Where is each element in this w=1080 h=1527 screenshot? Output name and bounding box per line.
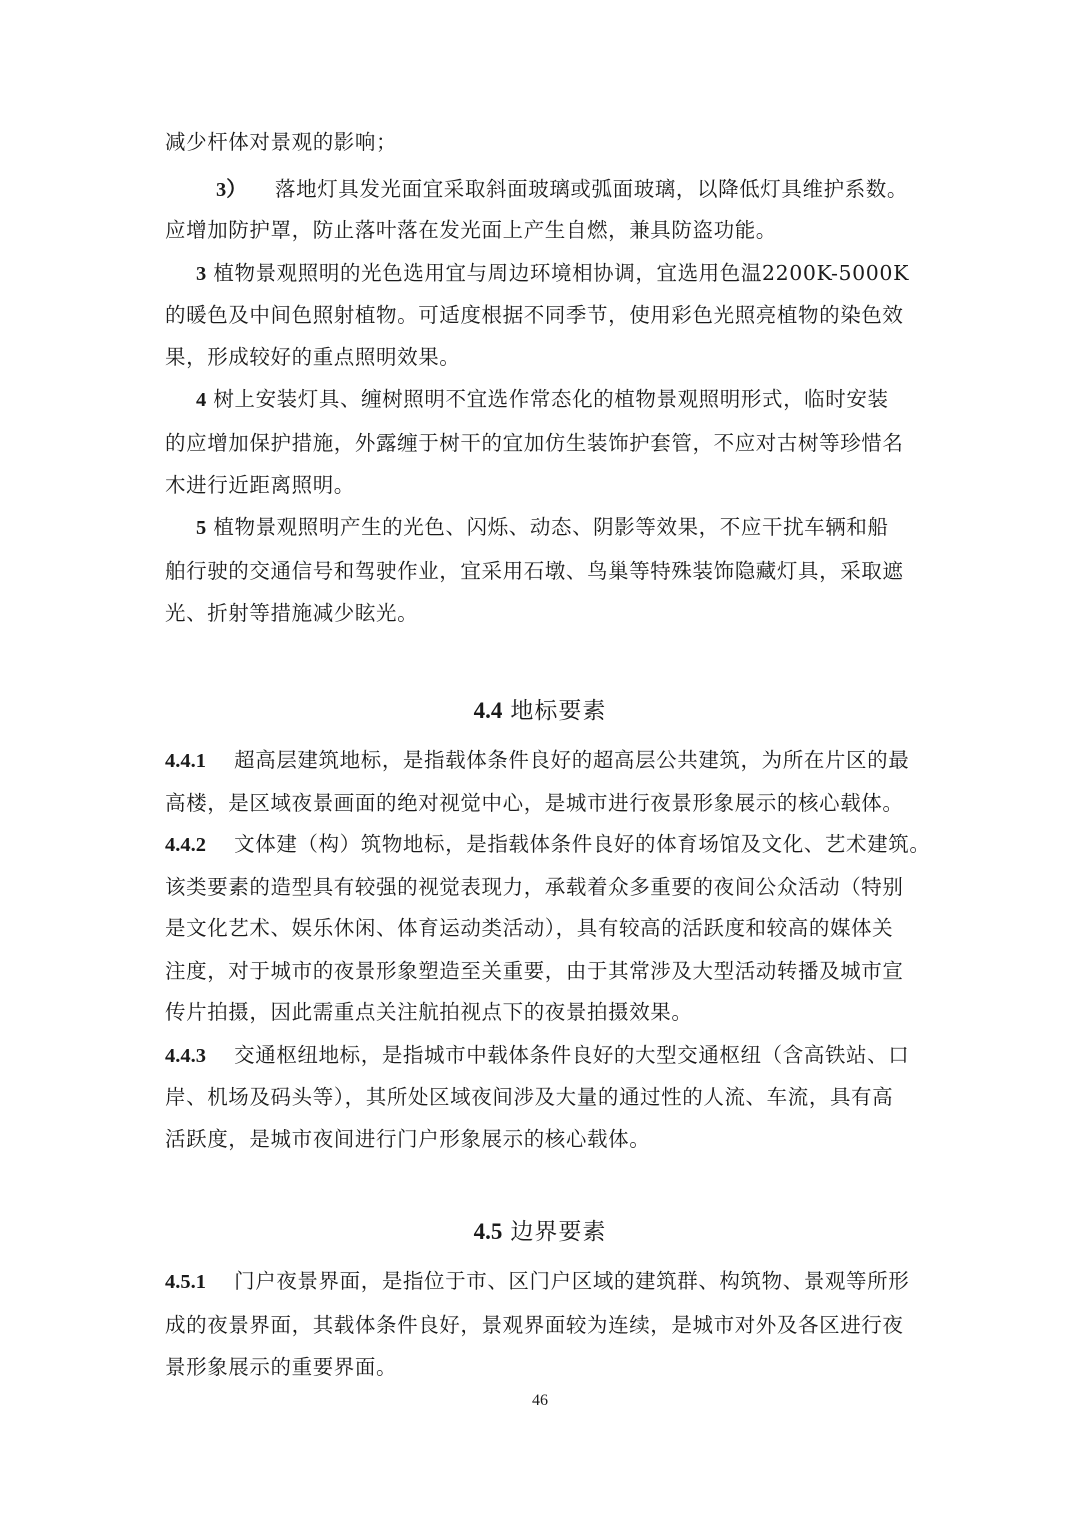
para-4-label: 4 — [196, 389, 207, 411]
para-5-text-1: 植物景观照明产生的光色、闪烁、动态、阴影等效果，不应干扰车辆和船 — [213, 515, 889, 539]
para-4-line-1 — [196, 384, 925, 415]
clause-4-5-1-line-1 — [165, 1266, 925, 1297]
clause-4-5-1-label: 4.5.1 — [165, 1271, 206, 1293]
para-5-line-3: 光、折射等措施减少眩光。 — [165, 601, 419, 625]
section-heading-4-4 — [0, 694, 1080, 728]
clause-4-4-1-text-1: 超高层建筑地标，是指载体条件良好的超高层公共建筑，为所在片区的最 — [234, 748, 910, 772]
section-4-4-title: 地标要素 — [510, 698, 607, 724]
clause-4-4-2-line-4: 注度，对于城市的夜景形象塑造至关重要，由于其常涉及大型活动转播及城市宣 — [165, 959, 904, 983]
page-number: 46 — [532, 1392, 548, 1409]
clause-4-4-2-line-1 — [165, 829, 931, 860]
para-3-text-1: 植物景观照明的光色选用宜与周边环境相协调，宜选用色温2200K-5000K — [213, 261, 909, 285]
clause-4-4-1-label: 4.4.1 — [165, 750, 206, 772]
clause-4-4-3-line-1 — [165, 1040, 925, 1071]
para-5-line-2: 舶行驶的交通信号和驾驶作业，宜采用石墩、鸟巢等特殊装饰隐藏灯具，采取遮 — [165, 559, 904, 583]
continued-line: 减少杆体对景观的影响； — [165, 130, 398, 154]
clause-4-4-2-line-3: 是文化艺术、娱乐休闲、体育运动类活动），具有较高的活跃度和较高的媒体关 — [165, 916, 894, 940]
para-3-label: 3 — [196, 263, 207, 285]
clause-4-4-2-label: 4.4.2 — [165, 834, 206, 856]
clause-4-4-1-line-1 — [165, 745, 925, 776]
clause-4-4-3-line-3: 活跃度，是城市夜间进行门户形象展示的核心载体。 — [165, 1127, 651, 1151]
item-3-line-2: 应增加防护罩，防止落叶落在发光面上产生自燃，兼具防盗功能。 — [165, 218, 777, 242]
para-3-line-2: 的暖色及中间色照射植物。可适度根据不同季节，使用彩色光照亮植物的染色效 — [165, 303, 904, 327]
para-5-label: 5 — [196, 517, 207, 539]
para-5-line-1 — [196, 512, 925, 543]
clause-4-4-1-line-2: 高楼，是区域夜景画面的绝对视觉中心，是城市进行夜景形象展示的核心载体。 — [165, 791, 904, 815]
item-3-label: 3） — [216, 179, 247, 201]
clause-4-5-1-line-3: 景形象展示的重要界面。 — [165, 1355, 398, 1379]
para-4-text-1: 树上安装灯具、缠树照明不宜选作常态化的植物景观照明形式，临时安装 — [213, 387, 889, 411]
para-3-line-3: 果，形成较好的重点照明效果。 — [165, 345, 461, 369]
item-3-line-1 — [216, 174, 925, 205]
section-4-5-title: 边界要素 — [510, 1219, 607, 1245]
clause-4-4-2-line-5: 传片拍摄，因此需重点关注航拍视点下的夜景拍摄效果。 — [165, 1000, 693, 1024]
clause-4-4-3-line-2: 岸、机场及码头等），其所处区域夜间涉及大量的通过性的人流、车流，具有高 — [165, 1085, 894, 1109]
para-4-line-3: 木进行近距离照明。 — [165, 473, 355, 497]
clause-4-5-1-line-2: 成的夜景界面，其载体条件良好，景观界面较为连续，是城市对外及各区进行夜 — [165, 1313, 904, 1337]
item-3-text-1: 落地灯具发光面宜采取斜面玻璃或弧面玻璃，以降低灯具维护系数。 — [275, 177, 908, 201]
section-4-5-number: 4.5 — [473, 1219, 503, 1244]
clause-4-4-3-text-1: 交通枢纽地标，是指城市中载体条件良好的大型交通枢纽（含高铁站、口 — [234, 1043, 910, 1067]
para-3-line-1 — [196, 258, 925, 289]
section-heading-4-5 — [0, 1215, 1080, 1249]
clause-4-4-2-line-2: 该类要素的造型具有较强的视觉表现力，承载着众多重要的夜间公众活动（特别 — [165, 875, 904, 899]
clause-4-5-1-text-1: 门户夜景界面，是指位于市、区门户区域的建筑群、构筑物、景观等所形 — [234, 1269, 910, 1293]
section-4-4-number: 4.4 — [473, 698, 503, 723]
clause-4-4-3-label: 4.4.3 — [165, 1045, 206, 1067]
clause-4-4-2-text-1: 文体建（构）筑物地标，是指载体条件良好的体育场馆及文化、艺术建筑。 — [234, 832, 931, 856]
para-4-line-2: 的应增加保护措施，外露缠于树干的宜加仿生装饰护套管，不应对古树等珍惜名 — [165, 431, 904, 455]
